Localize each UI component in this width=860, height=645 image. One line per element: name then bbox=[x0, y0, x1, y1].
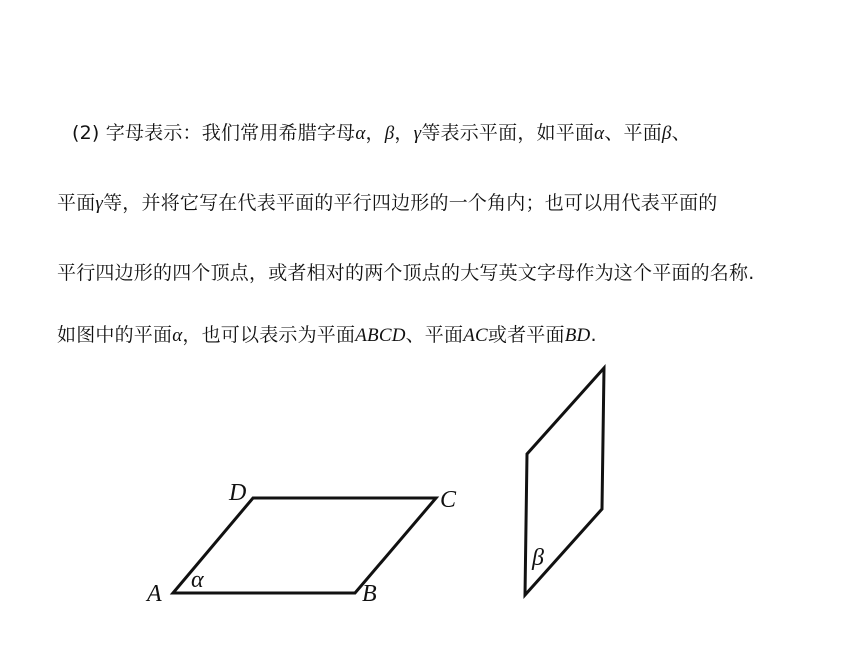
text: ， bbox=[394, 122, 414, 144]
gamma-symbol: γ bbox=[413, 123, 422, 144]
beta-symbol: β bbox=[661, 123, 672, 144]
text: 、 bbox=[671, 122, 691, 144]
text: 等，并将它写在代表平面的平行四边形的一个角内；也可以用代表平面的 bbox=[103, 192, 718, 214]
plane-name-abcd: ABCD bbox=[355, 325, 406, 346]
plane-name-bd: BD bbox=[564, 325, 591, 346]
alpha-symbol: α bbox=[594, 123, 605, 144]
alpha-symbol: α bbox=[355, 123, 366, 144]
text: . bbox=[590, 324, 597, 346]
angle-label-beta: β bbox=[532, 545, 544, 571]
vertex-label-d: D bbox=[229, 480, 247, 506]
text: 或者平面 bbox=[487, 324, 565, 346]
beta-symbol: β bbox=[384, 123, 395, 144]
text: 平行四边形的四个顶点，或者相对的两个顶点的大写英文字母作为这个平面的名称. bbox=[57, 262, 755, 284]
angle-label-alpha: α bbox=[191, 567, 204, 593]
text: 、平面 bbox=[405, 324, 464, 346]
text: ， bbox=[365, 122, 385, 144]
plane-name-ac: AC bbox=[463, 325, 488, 346]
vertex-label-c: C bbox=[440, 487, 457, 513]
text: 、平面 bbox=[604, 122, 662, 144]
text: (2) 字母表示：我们常用希腊字母 bbox=[72, 122, 356, 144]
text: 如图中的平面 bbox=[57, 324, 173, 346]
vertex-label-b: B bbox=[362, 581, 377, 607]
plane-alpha-parallelogram bbox=[173, 498, 436, 593]
alpha-symbol: α bbox=[172, 325, 183, 346]
text: 等表示平面，如平面 bbox=[421, 122, 595, 144]
gamma-symbol: γ bbox=[95, 193, 104, 214]
text: 平面 bbox=[57, 192, 96, 214]
vertex-label-a: A bbox=[147, 581, 162, 607]
text: ，也可以表示为平面 bbox=[182, 324, 356, 346]
